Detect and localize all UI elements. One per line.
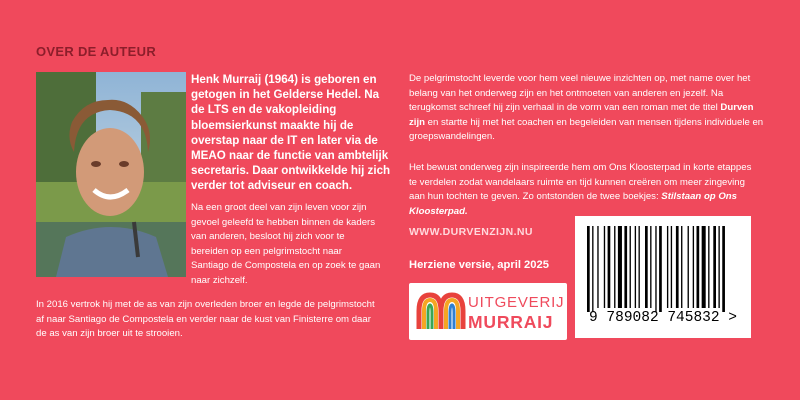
barcode-bar <box>722 226 725 312</box>
pilgrimage-text-end: en startte hij met het coachen en begeleiden van mensen tijdens individuele en groepswandelingen. <box>409 116 764 143</box>
author-bio-journey: In 2016 vertrok hij met de as van zijn overleden broer en legde de pelgrimstocht af naar Santiago de Compostela en verder naar de kust van Finisterre om daar de as van zijn broer uit te strooien. <box>36 299 375 340</box>
barcode-bar <box>676 226 679 308</box>
author-bio-text: Na een groot deel van zijn leven voor zijn gevoel geleefd te hebben binnen de kaders van anderen, besloot hij zich voor te bereiden op een pelgrimstocht naar Santiago de Compostela en op zoek te gaan naar zichzelf. <box>191 202 381 286</box>
pilgrimage-text-start: De pelgrimstocht leverde voor hem veel nieuwe inzichten op, met name over het belang van het onderweg zijn en het ontmoeten van anderen en jezelf. Na terugkomst schreef hij zijn verhaal in de vorm van een roman met de titel <box>409 73 751 114</box>
isbn-barcode <box>575 216 751 338</box>
barcode-bar <box>681 226 682 308</box>
author-photo <box>36 72 186 277</box>
barcode-bar <box>718 226 719 308</box>
barcode-bar <box>708 226 709 308</box>
publisher-name-line2: MURRAIJ <box>468 312 554 332</box>
barcode-bar <box>608 226 611 308</box>
pilgrimage-paragraph <box>409 72 769 145</box>
website-link[interactable]: WWW.DURVENZIJN.NU <box>409 226 533 238</box>
book-title-stilstaan: Stilstaan op Ons Kloosterpad. <box>409 191 737 217</box>
barcode-bar <box>624 226 627 308</box>
section-title: OVER DE AUTEUR <box>36 44 157 59</box>
barcode-bar <box>693 226 694 308</box>
barcode-bar <box>604 226 605 308</box>
kloosterpad-text: Het bewust onderweg zijn inspireerde hem om Ons Kloosterpad in korte etappes te verdelen zodat wandelaars ruimte en tijd kunnen creëren om meer zingeving aan hun tochten te geven. Zo ontstonden de twee boekjes: <box>409 162 752 203</box>
author-photo-image <box>36 72 186 277</box>
barcode-bar <box>659 226 662 312</box>
barcode-bar <box>702 226 706 308</box>
publisher-logo <box>409 283 567 340</box>
rainbow-m-icon <box>413 283 469 340</box>
barcode-bar <box>697 226 700 308</box>
barcode-bar <box>630 226 631 308</box>
barcode-bar <box>688 226 689 308</box>
barcode-bar <box>671 226 672 308</box>
barcode-bar <box>655 226 656 312</box>
barcode-bar <box>713 226 716 308</box>
barcode-bar <box>587 226 590 312</box>
barcode-bar <box>645 226 648 308</box>
barcode-bar <box>650 226 651 308</box>
isbn-number: 9 789082 745832 > <box>589 310 737 326</box>
barcode-bar <box>635 226 636 308</box>
book-title-durven-zijn: Durven zijn <box>409 102 754 128</box>
barcode-bar <box>639 226 640 308</box>
kloosterpad-paragraph <box>409 161 759 219</box>
barcode-bar <box>618 226 622 308</box>
barcode-bars <box>575 216 751 312</box>
revised-edition-note: Herziene versie, april 2025 <box>409 259 549 271</box>
publisher-name-line1: UITGEVERIJ <box>468 294 565 311</box>
barcode-bar <box>667 226 668 308</box>
author-bio-intro: Henk Murraij (1964) is geboren en getogen in het Gelderse Hedel. Na de LTS en de vakopleiding bloemsierkunst maakte hij de overstap naar de IT en later via de MEAO naar de functie van ambtelijk secretaris. Daar ontwikkelde hij zich verder tot adviseur en coach. <box>191 73 391 193</box>
barcode-bar <box>592 226 593 312</box>
barcode-bar <box>614 226 615 308</box>
barcode-bar <box>597 226 598 308</box>
